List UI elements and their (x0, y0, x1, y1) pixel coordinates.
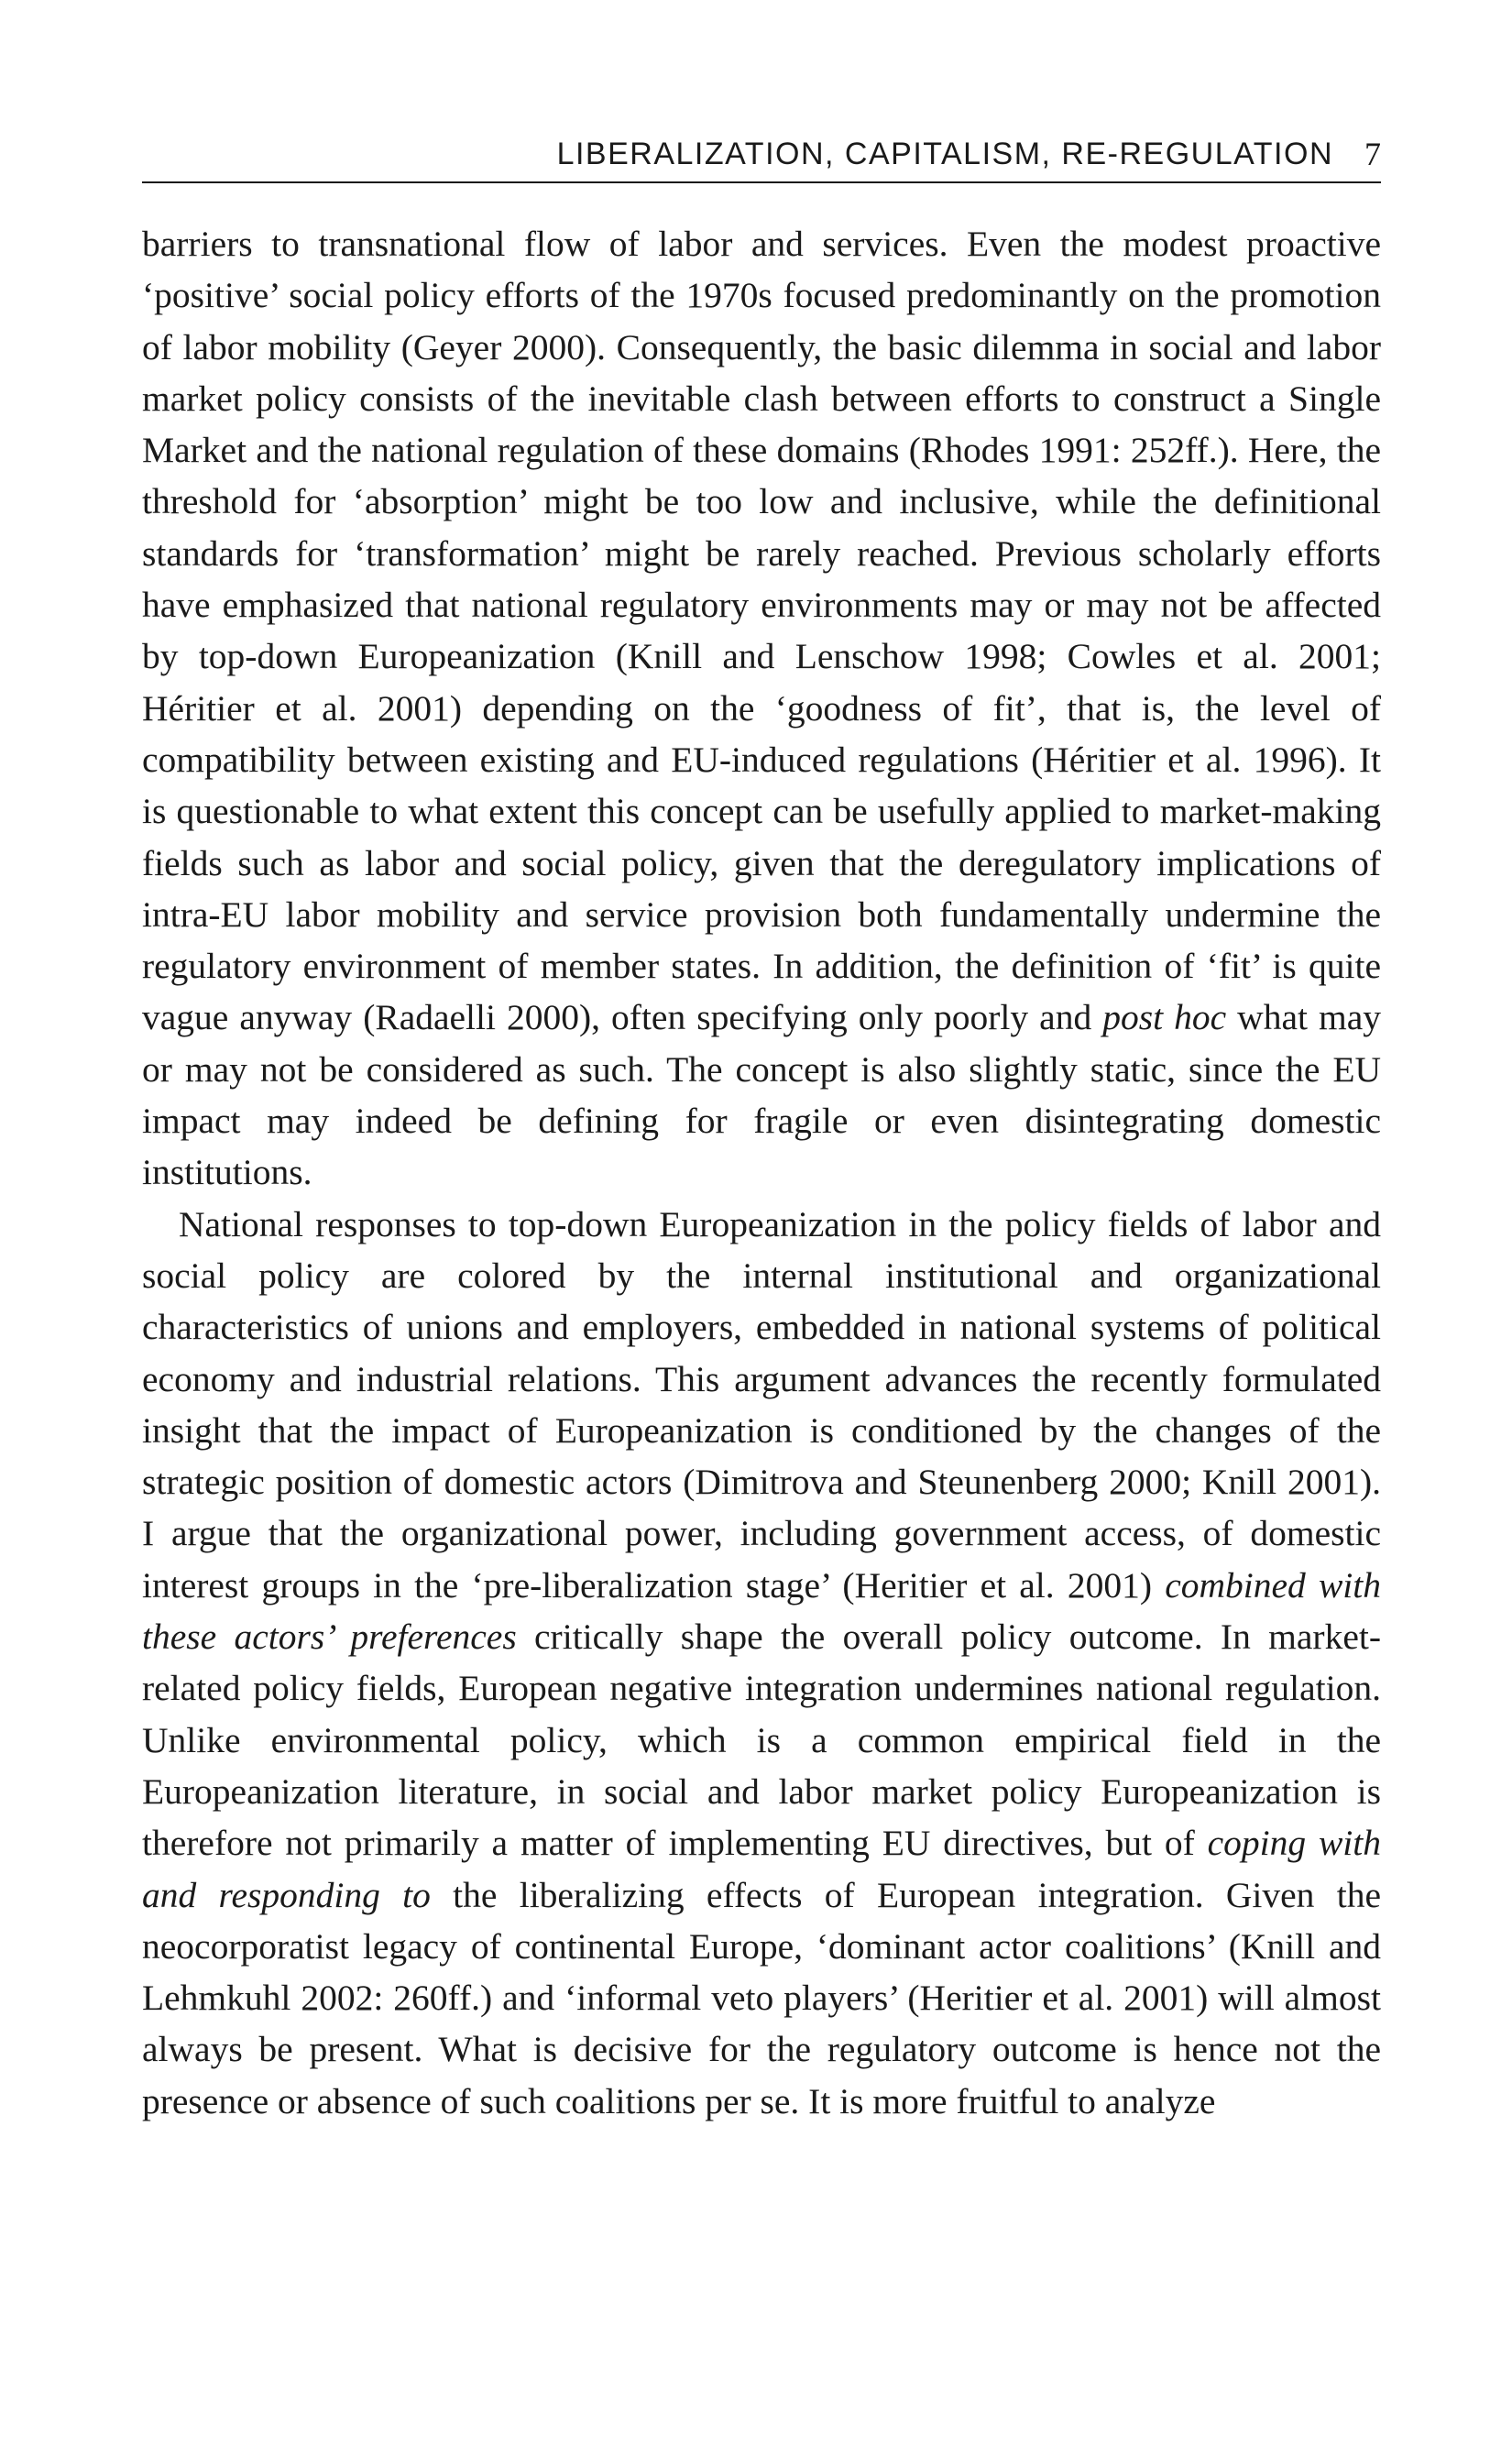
text-run: National responses to top-down Europeanization in the policy fields of labor and social policy are colored by the internal institutional and organizational characteristics of unions and employers, embedded in national systems of political economy and industrial relations. This argument advances the recently formulated insight that the impact of Europeanization is conditioned by the changes of the strategic position of domestic actors (Dimitrova and Steunenberg 2000; Knill 2001). I argue that the organizational power, including government access, of domestic interest groups in the ‘pre-liberalization stage’ (Heritier et al. 2001) (142, 1203, 1381, 1606)
italic-run: coping with and responding to (142, 1823, 1381, 1915)
paragraph-1 (142, 218, 1381, 1199)
running-title: LIBERALIZATION, CAPITALISM, RE-REGULATION (556, 136, 1333, 171)
body-text (142, 218, 1381, 2127)
text-run: barriers to transnational flow of labor and services. Even the modest proactive ‘positive’ social policy efforts of the 1970s focused predominantly on the promotion of labor mobility (Geyer 2000). Consequently, the basic dilemma in social and labor market policy consists of the inevitable clash between efforts to construct a Single Market and the national regulation of these domains (Rhodes 1991: 252ff.). Here, the threshold for ‘absorption’ might be too low and inclusive, while the definitional standards for ‘transformation’ might be rarely reached. Previous scholarly efforts have emphasized that national regulatory environments may or may not be affected by top-down Europeanization (Knill and Lenschow 1998; Cowles et al. 2001; Héritier et al. 2001) depending on the ‘goodness of fit’, that is, the level of compatibility between existing and EU-induced regulations (Héritier et al. 1996). It is questionable to what extent this concept can be usefully applied to market-making fields such as labor and social policy, given that the deregulatory implications of intra-EU labor mobility and service provision both fundamentally undermine the regulatory environment of member states. In addition, the definition of ‘fit’ is quite vague anyway (Radaelli 2000), often specifying only poorly and (142, 224, 1381, 1038)
page-number: 7 (1364, 136, 1381, 172)
text-run: the liberalizing effects of European integration. Given the neocorporatist legacy of continental Europe, ‘dominant actor coalitions’ (Knill and Lehmkuhl 2002: 260ff.) and ‘informal veto players’ (Heritier et al. 2001) will almost always be present. What is decisive for the regulatory outcome is hence not the presence or absence of such coalitions per se. It is more fruitful to analyze (142, 1874, 1381, 2121)
text-run: critically shape the overall policy outcome. In market-related policy fields, European negative integration undermines national regulation. Unlike environmental policy, which is a common empirical field in the Europeanization literature, in social and labor market policy Europeanization is therefore not primarily a matter of implementing EU directives, but of (142, 1617, 1381, 1864)
running-head (142, 126, 1381, 183)
italic-run: combined with these actors’ preferences (142, 1564, 1382, 1658)
paragraph-2 (142, 1199, 1381, 2127)
text-run: what may or may not be considered as such. The concept is also slightly static, since the EU impact may indeed be defining for fragile or even disintegrating domestic institutions. (142, 997, 1381, 1193)
italic-run: post hoc (1102, 997, 1227, 1038)
